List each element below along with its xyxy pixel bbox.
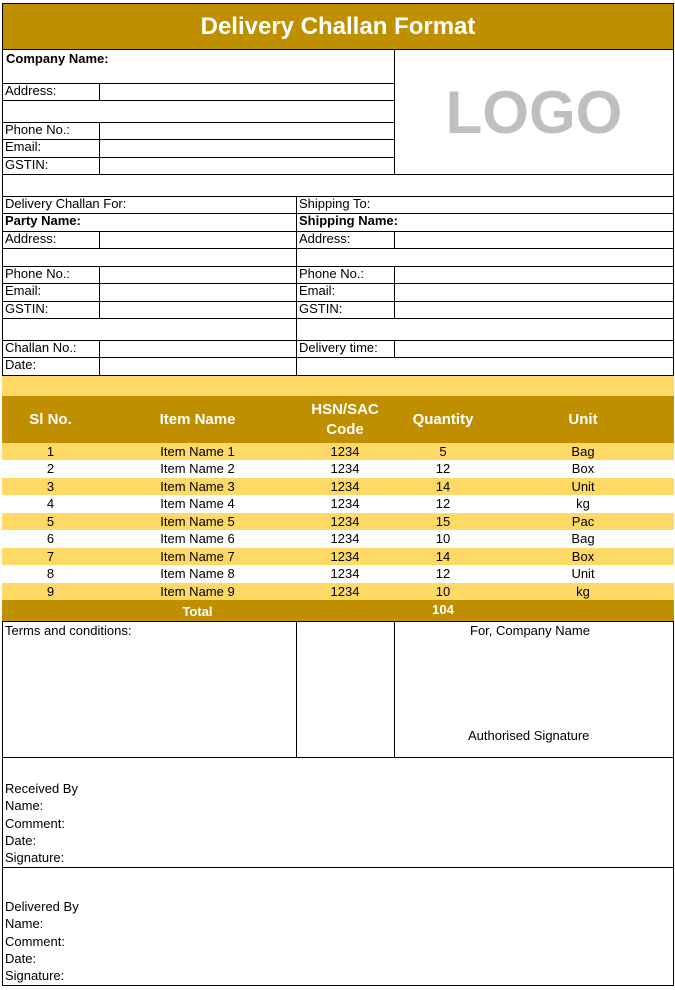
table-cell: kg	[576, 584, 590, 599]
table-cell: 10	[435, 531, 451, 546]
delivered-signature-label: Signature:	[5, 968, 65, 983]
header-sl-no: Sl No.	[29, 410, 72, 428]
table-cell: 14	[435, 479, 451, 494]
table-cell: Item Name 9	[160, 584, 235, 599]
for-company-label: For, Company Name	[470, 623, 590, 638]
table-cell: 12	[435, 496, 451, 511]
table-cell: Item Name 3	[160, 479, 235, 494]
delivery-challan-sheet	[2, 3, 674, 986]
delivered-name-label: Name:	[5, 916, 44, 931]
table-cell: 4	[46, 496, 55, 511]
received-comment-label: Comment:	[5, 816, 65, 831]
delivered-by-heading: Delivered By	[5, 899, 79, 914]
table-cell: 9	[46, 584, 55, 599]
total-quantity: 104	[432, 602, 454, 617]
table-cell: 12	[435, 566, 451, 581]
received-signature-label: Signature:	[5, 850, 65, 865]
table-cell: 10	[435, 584, 451, 599]
header-unit: Unit	[568, 410, 598, 428]
party-gstin-label: GSTIN:	[5, 301, 49, 316]
spacer-band	[2, 376, 674, 396]
table-cell: 1234	[330, 496, 360, 511]
table-cell: 1234	[330, 479, 360, 494]
company-name-label: Company Name:	[6, 51, 109, 66]
received-by-heading: Received By	[5, 781, 78, 796]
table-cell: 1234	[330, 514, 360, 529]
table-cell: 1234	[330, 549, 360, 564]
table-cell: Box	[571, 461, 595, 476]
company-email-label: Email:	[5, 139, 42, 154]
table-cell: 8	[46, 566, 55, 581]
table-cell: 1234	[330, 531, 360, 546]
delivery-time-label: Delivery time:	[299, 340, 378, 355]
header-quantity: Quantity	[412, 410, 474, 428]
table-cell: Item Name 8	[160, 566, 235, 581]
received-date-label: Date:	[5, 833, 37, 848]
table-cell: Bag	[571, 531, 595, 546]
delivery-challan-for-label: Delivery Challan For:	[5, 196, 127, 211]
table-cell: Item Name 7	[160, 549, 235, 564]
company-logo: LOGO	[445, 78, 623, 146]
header-hsn-sac-code: HSN/SAC Code	[311, 400, 379, 438]
delivered-comment-label: Comment:	[5, 934, 65, 949]
page-title: Delivery Challan Format	[2, 3, 674, 50]
table-cell: Bag	[571, 444, 595, 459]
header-item-name: Item Name	[159, 410, 236, 428]
table-cell: 1	[46, 444, 55, 459]
total-label: Total	[182, 604, 213, 619]
authorised-signature-label: Authorised Signature	[468, 728, 590, 743]
table-cell: 14	[435, 549, 451, 564]
table-cell: Unit	[571, 479, 595, 494]
shipping-email-label: Email:	[299, 283, 336, 298]
table-cell: 15	[435, 514, 451, 529]
table-cell: 3	[46, 479, 55, 494]
table-cell: 12	[435, 461, 451, 476]
terms-label: Terms and conditions:	[5, 623, 132, 638]
shipping-gstin-label: GSTIN:	[299, 301, 343, 316]
company-gstin-label: GSTIN:	[5, 157, 49, 172]
table-cell: Item Name 5	[160, 514, 235, 529]
shipping-to-label: Shipping To:	[299, 196, 371, 211]
table-cell: Item Name 1	[160, 444, 235, 459]
party-address-label: Address:	[5, 231, 57, 246]
table-cell: Unit	[571, 566, 595, 581]
table-cell: Pac	[571, 514, 595, 529]
party-phone-label: Phone No.:	[5, 266, 71, 281]
party-email-label: Email:	[5, 283, 42, 298]
table-cell: 1234	[330, 444, 360, 459]
company-phone-label: Phone No.:	[5, 122, 71, 137]
shipping-name-label: Shipping Name:	[299, 213, 398, 228]
company-address-label: Address:	[5, 83, 57, 98]
table-cell: Item Name 6	[160, 531, 235, 546]
table-cell: 1234	[330, 566, 360, 581]
table-cell: 5	[46, 514, 55, 529]
table-cell: kg	[576, 496, 590, 511]
challan-date-label: Date:	[5, 357, 37, 372]
table-cell: 2	[46, 461, 55, 476]
shipping-address-label: Address:	[299, 231, 351, 246]
table-cell: 5	[439, 444, 447, 459]
table-cell: 1234	[330, 461, 360, 476]
table-cell: 7	[46, 549, 55, 564]
delivered-date-label: Date:	[5, 951, 37, 966]
table-cell: Item Name 2	[160, 461, 235, 476]
table-cell: Box	[571, 549, 595, 564]
received-name-label: Name:	[5, 798, 44, 813]
party-name-label: Party Name:	[5, 213, 81, 228]
table-cell: 6	[46, 531, 55, 546]
challan-no-label: Challan No.:	[5, 340, 77, 355]
table-cell: Item Name 4	[160, 496, 235, 511]
shipping-phone-label: Phone No.:	[299, 266, 365, 281]
table-cell: 1234	[330, 584, 360, 599]
